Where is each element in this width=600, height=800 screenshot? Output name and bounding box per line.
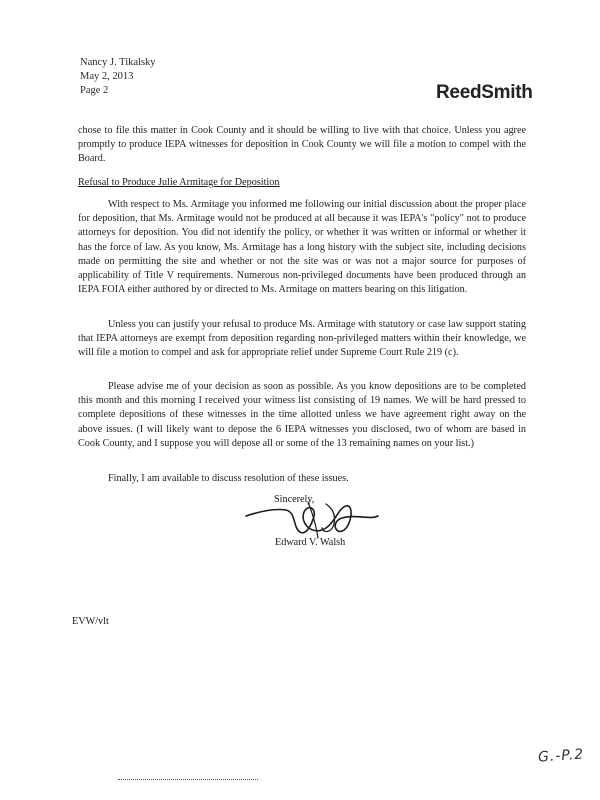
exhibit-mark: G.-P.2 [537,746,585,766]
signer-name: Edward V. Walsh [275,537,346,548]
typist-initials: EVW/vlt [72,616,109,627]
page-number: Page 2 [80,85,109,96]
closing-salutation: Sincerely, [274,494,315,505]
paragraph-1: chose to file this matter in Cook County and it should be willing to live with that choice. Unless you agree promptly to produce IEPA witnesses for deposition in Cook County we will file a motion to compel with the Board. [78,125,526,165]
recipient-name: Nancy J. Tikalsky [80,57,156,68]
footer-rule [118,779,258,780]
reedsmith-logo: ReedSmith [436,82,533,103]
paragraph-4: Please advise me of your decision as soon as possible. As you know depositions are to be completed this month and this morning I received your witness list consisting of 19 names. We will be hard pressed to complete depositions of these witnesses in the time allotted unless we have agreement right away on the above issues. (I will likely want to depose the 6 IEPA witnesses you disclosed, two of whom are based in Cook County, and I suppose you will depose all or some of the 13 remaining names on your list.) [78,381,526,449]
paragraph-3: Unless you can justify your refusal to produce Ms. Armitage with statutory or case law support stating that IEPA attorneys are exempt from deposition regarding non-privileged matters within their knowledge, we will file a motion to compel and ask for appropriate relief under Supreme Court Rule 219 (c). [78,319,526,359]
letter-date: May 2, 2013 [80,71,134,82]
section-heading: Refusal to Produce Julie Armitage for Deposition [78,177,280,188]
letter-header [80,56,156,98]
paragraph-5: Finally, I am available to discuss resolution of these issues. [108,473,349,484]
paragraph-2: With respect to Ms. Armitage you informed me following our initial discussion about the proper place for deposition, that Ms. Armitage would not be produced at all because it was IEPA's "policy" not to produce attorneys for deposition. You did not identify the policy, or whether it was written or informal or whether it has the force of law. As you know, Ms. Armitage has a long history with the subject site, including decisions made on permitting the site and whether or not the site was or was not a major source for purposes of applicability of Title V requirements. Numerous non-privileged documents have been produced through an IEPA FOIA either authored by or directed to Ms. Armitage on matters bearing on this litigation. [78,199,526,296]
